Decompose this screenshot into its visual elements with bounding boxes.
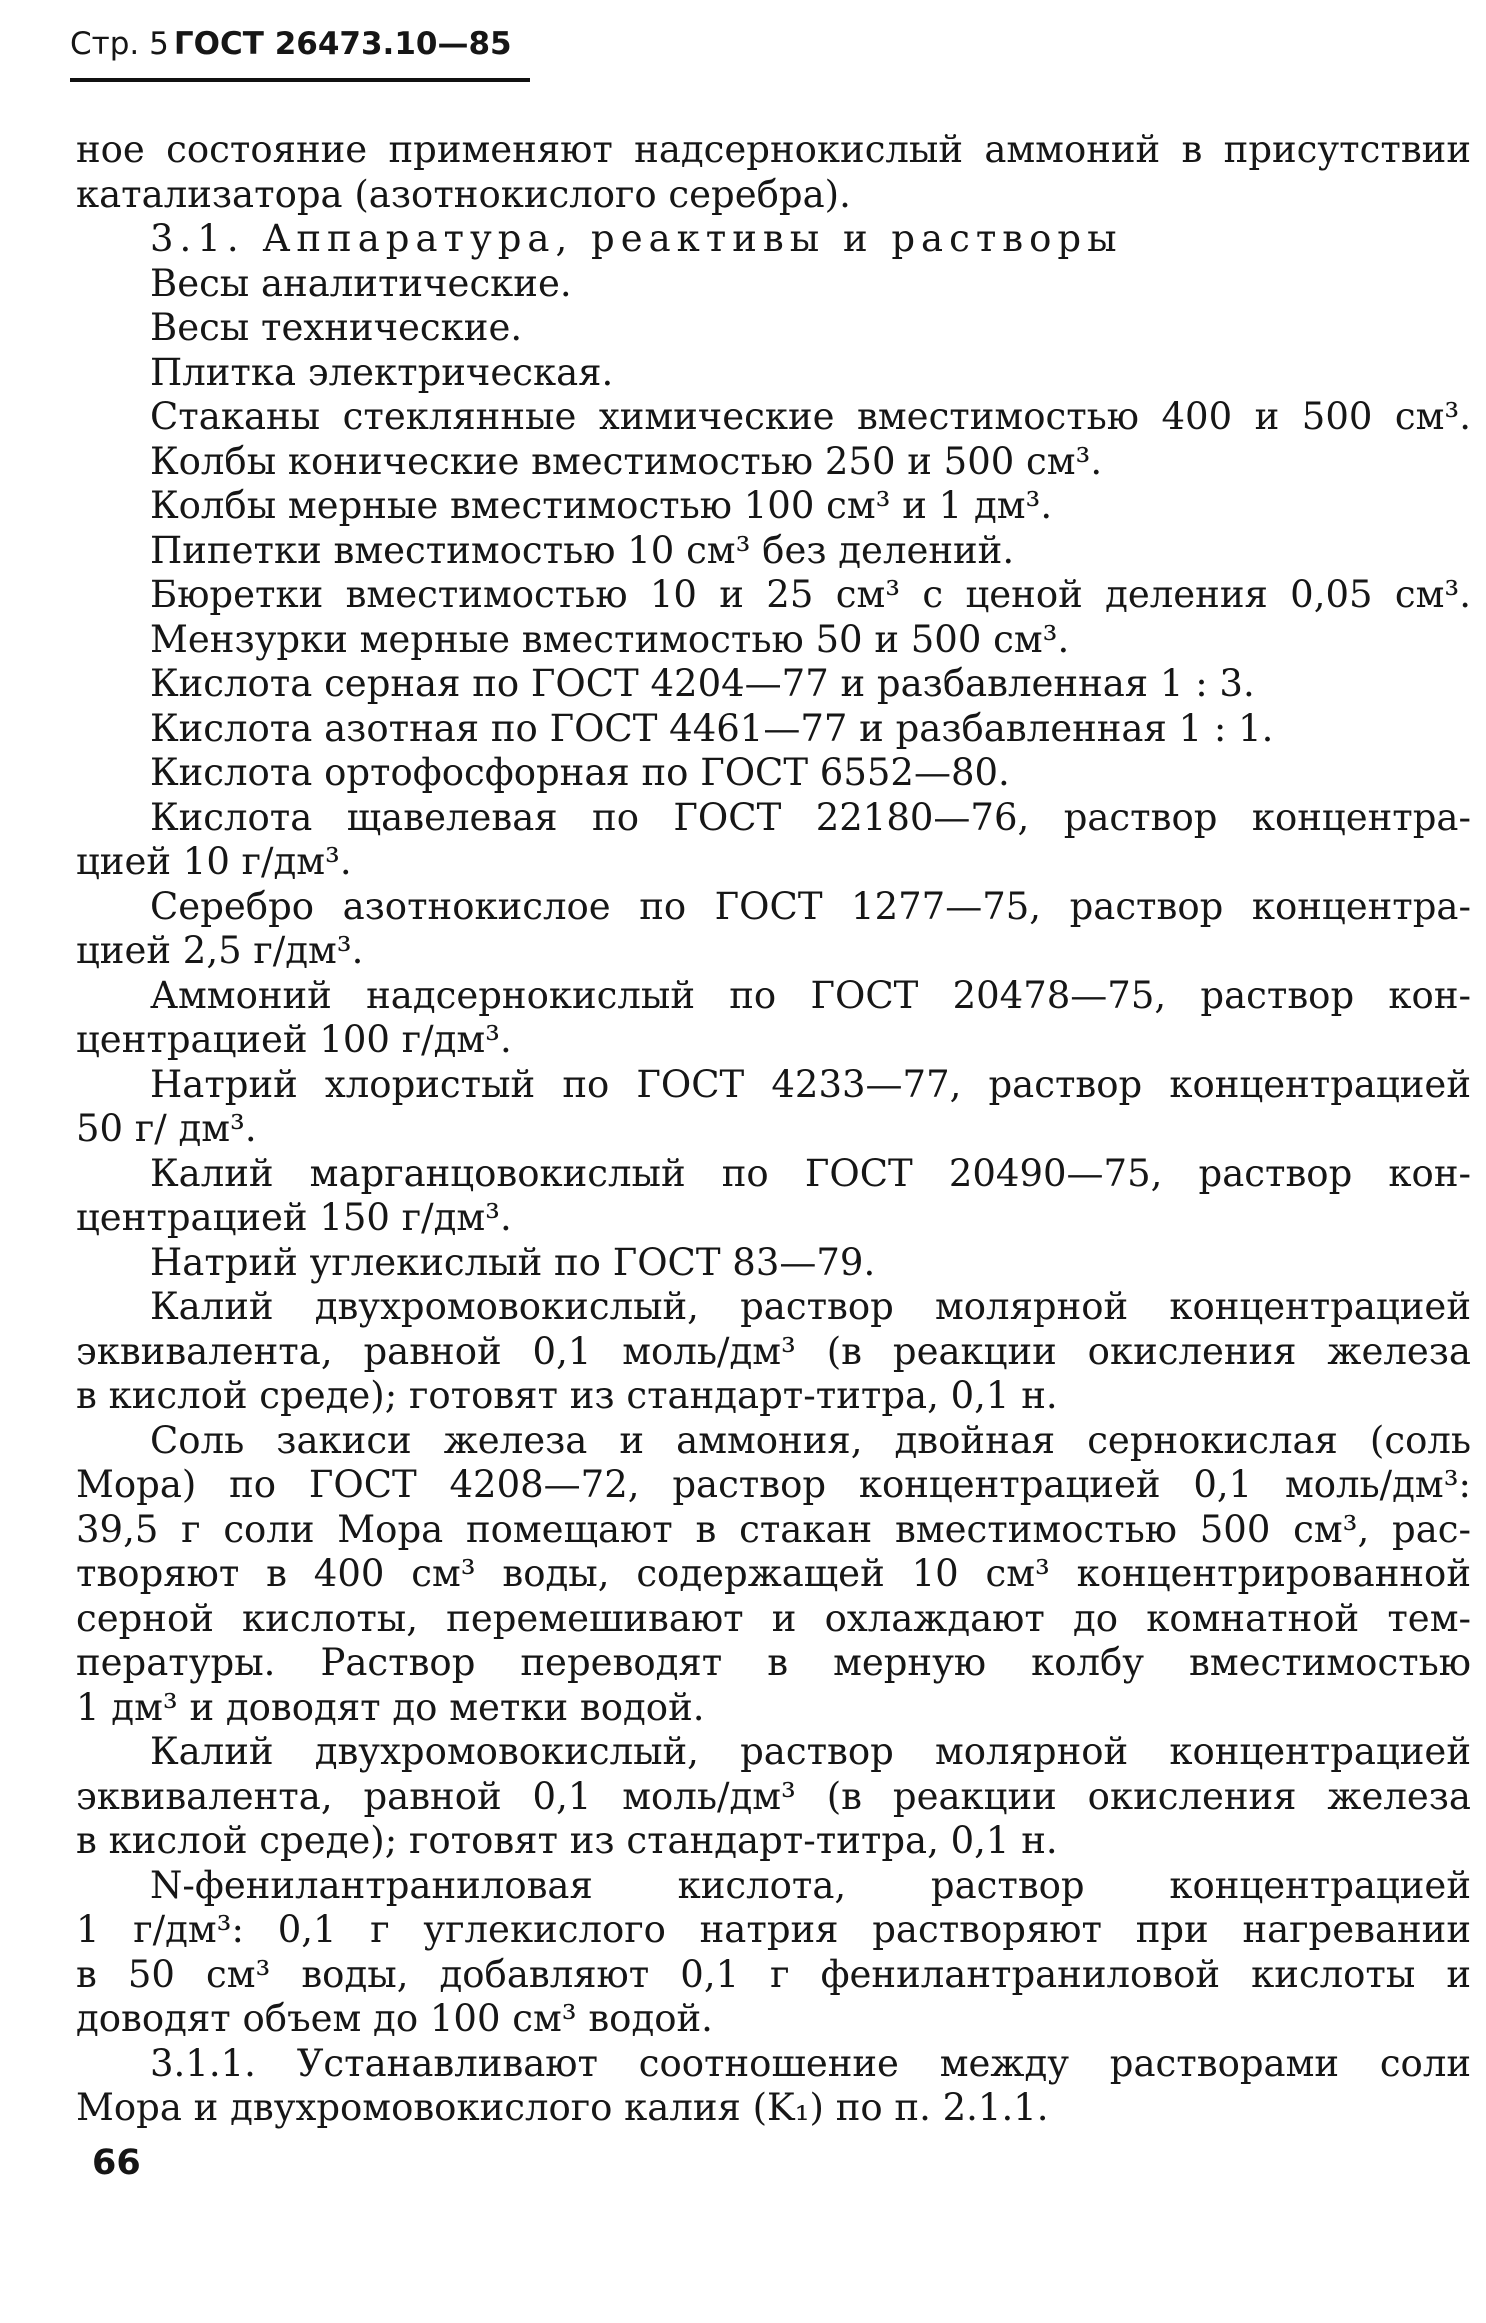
text-line: доводят объем до 100 см³ водой. <box>76 1997 713 2040</box>
text-line: центрацией 150 г/дм³. <box>76 1196 512 1239</box>
text-line: Мензурки мерные вместимостью 50 и 500 см³. <box>150 617 1070 661</box>
text-line: Кислота серная по ГОСТ 4204—77 и разбавленная 1 : 3. <box>150 662 1255 705</box>
text-line: Мора и двухромовокислого калия (K₁) по п. 2.1.1. <box>76 2086 1049 2129</box>
text-line: Аммоний надсернокислый по ГОСТ 20478—75, раствор кон- <box>150 973 1471 1017</box>
text-line: центрацией 100 г/дм³. <box>76 1018 512 1061</box>
text-line: Мора) по ГОСТ 4208—72, раствор концентрацией 0,1 моль/дм³: <box>76 1463 1471 1506</box>
text-line: N-фенилантраниловая кислота, раствор концентрацией <box>150 1863 1471 1907</box>
text-line: Кислота азотная по ГОСТ 4461—77 и разбавленная 1 : 1. <box>150 706 1274 750</box>
text-line: Натрий углекислый по ГОСТ 83—79. <box>150 1240 876 1284</box>
document-body <box>76 128 1471 2131</box>
text-line: Соль закиси железа и аммония, двойная сернокислая (соль <box>150 1418 1471 1462</box>
page-header <box>70 26 530 82</box>
text-line: 1 г/дм³: 0,1 г углекислого натрия растворяют при нагревании <box>76 1908 1471 1951</box>
text-line: Пипетки вместимостью 10 см³ без делений. <box>150 528 1015 572</box>
text-line: Стаканы стеклянные химические вместимостью 400 и 500 см³. <box>150 395 1471 438</box>
page-number: 66 <box>92 2143 141 2183</box>
text-line: Кислота ортофосфорная по ГОСТ 6552—80. <box>150 751 1010 794</box>
text-line: творяют в 400 см³ воды, содержащей 10 см³ концентрированной <box>76 1552 1471 1595</box>
text-line: ное состояние применяют надсернокислый аммоний в присутствии <box>76 128 1471 171</box>
header-doc-code: ГОСТ 26473.10—85 <box>173 26 512 62</box>
header-page-label: Стр. 5 <box>70 26 169 62</box>
text-line: Бюретки вместимостью 10 и 25 см³ с ценой деления 0,05 см³. <box>150 573 1471 616</box>
text-line: Колбы мерные вместимостью 100 см³ и 1 дм³. <box>150 484 1053 527</box>
text-line: Калий марганцовокислый по ГОСТ 20490—75, раствор кон- <box>150 1151 1471 1195</box>
text-line: цией 2,5 г/дм³. <box>76 929 364 972</box>
text-line: цией 10 г/дм³. <box>76 840 352 883</box>
text-line: в 50 см³ воды, добавляют 0,1 г фенилантраниловой кислоты и <box>76 1952 1471 1996</box>
text-line: Калий двухромовокислый, раствор молярной концентрацией <box>150 1285 1471 1328</box>
text-line: эквивалента, равной 0,1 моль/дм³ (в реакции окисления железа <box>76 1329 1471 1373</box>
text-line: в кислой среде); готовят из стандарт-титра, 0,1 н. <box>76 1819 1058 1862</box>
text-line: 1 дм³ и доводят до метки водой. <box>76 1685 705 1729</box>
text-line: в кислой среде); готовят из стандарт-титра, 0,1 н. <box>76 1374 1058 1417</box>
text-line: Кислота щавелевая по ГОСТ 22180—76, раствор концентра- <box>150 795 1471 839</box>
text-line: катализатора (азотнокислого серебра). <box>76 172 851 216</box>
section-heading: 3.1. Аппаратура, реактивы и растворы <box>150 217 1123 260</box>
text-line: Весы аналитические. <box>150 261 572 305</box>
text-line: 39,5 г соли Мора помещают в стакан вместимостью 500 см³, рас- <box>76 1507 1471 1551</box>
text-line: Калий двухромовокислый, раствор молярной концентрацией <box>150 1730 1471 1773</box>
text-line: 50 г/ дм³. <box>76 1107 257 1150</box>
text-line: Колбы конические вместимостью 250 и 500 см³. <box>150 439 1103 483</box>
text-line: Натрий хлористый по ГОСТ 4233—77, раствор концентрацией <box>150 1062 1471 1106</box>
text-line: пературы. Раствор переводят в мерную колбу вместимостью <box>76 1641 1471 1684</box>
text-line: эквивалента, равной 0,1 моль/дм³ (в реакции окисления железа <box>76 1774 1471 1818</box>
text-line: 3.1.1. Устанавливают соотношение между растворами соли <box>150 2041 1471 2085</box>
text-line: Весы технические. <box>150 306 523 349</box>
text-line: Плитка электрическая. <box>150 350 614 394</box>
text-line: серной кислоты, перемешивают и охлаждают до комнатной тем- <box>76 1596 1471 1640</box>
text-line: Серебро азотнокислое по ГОСТ 1277—75, раствор концентра- <box>150 884 1471 928</box>
